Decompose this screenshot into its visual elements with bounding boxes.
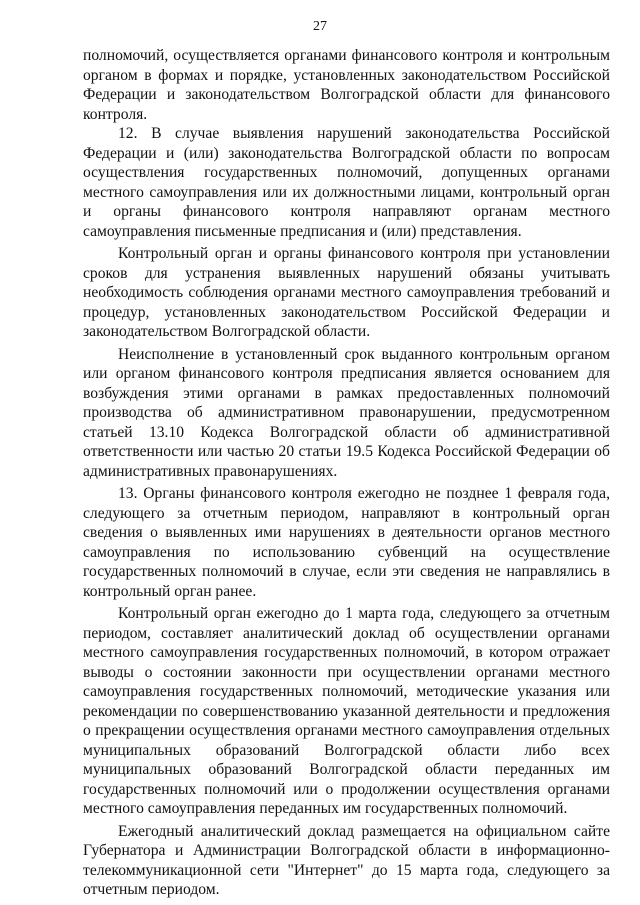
page-number: 27	[313, 19, 327, 34]
paragraph-report-publication: Ежегодный аналитический доклад размещается на официальном сайте Губернатора и Администрации Волгоградской области в информационно-телекоммуникационной сети "Интернет" до 15 марта года, следующего за отчетным периодом.	[83, 822, 610, 898]
paragraph-analytical-report: Контрольный орган ежегодно до 1 марта года, следующего за отчетным периодом, составляет аналитический доклад об осуществлении органами местного самоуправления государственных полномочий, в котором отражает выводы о состоянии законности при осуществлении органами местного самоуправления государственных полномочий, методические указания или рекомендации по совершенствованию указанной деятельности и предложения о прекращении осуществления органами местного самоуправления отдельных муниципальных образований Волгоградской области либо всех муниципальных образований Волгоградской области переданных им государственных полномочий или о продолжении осуществления органами местного самоуправления переданных им государственных полномочий.	[83, 605, 610, 817]
paragraph-item-13: 13. Органы финансового контроля ежегодно не позднее 1 февраля года, следующего за отчетным периодом, направляют в контрольный орган сведения о выявленных ими нарушениях в деятельности органов местного самоуправления по использованию субвенций на осуществление государственных полномочий в случае, если эти сведения не направлялись в контрольный орган ранее.	[83, 485, 610, 600]
paragraph-non-compliance: Неисполнение в установленный срок выданного контрольным органом или органом финансового контроля предписания является основанием для возбуждения этими органами в рамках предоставленных полномочий производства об административном правонарушении, предусмотренном статьей 13.10 Кодекса Волгоградской области об административной ответственности или частью 20 статьи 19.5 Кодекса Российской Федерации об административных правонарушениях.	[83, 345, 610, 480]
paragraph-deadlines: Контрольный орган и органы финансового контроля при установлении сроков для устранения выявленных нарушений обязаны учитывать необходимость соблюдения органами местного самоуправления требований и процедур, установленных законодательством Российской Федерации и законодательством Волгоградской области.	[83, 245, 610, 340]
paragraph-item-12: 12. В случае выявления нарушений законодательства Российской Федерации и (или) законодательства Волгоградской области по вопросам осуществления государственных полномочий, допущенных органами местного самоуправления или их должностными лицами, контрольный орган и органы финансового контроля направляют органам местного самоуправления письменные предписания и (или) представления.	[83, 125, 610, 240]
document-body	[83, 46, 610, 900]
paragraph-continuation: полномочий, осуществляется органами финансового контроля и контрольным органом в формах и порядке, установленных законодательством Российской Федерации и законодательством Волгоградской области для финансового контроля.	[83, 47, 610, 123]
